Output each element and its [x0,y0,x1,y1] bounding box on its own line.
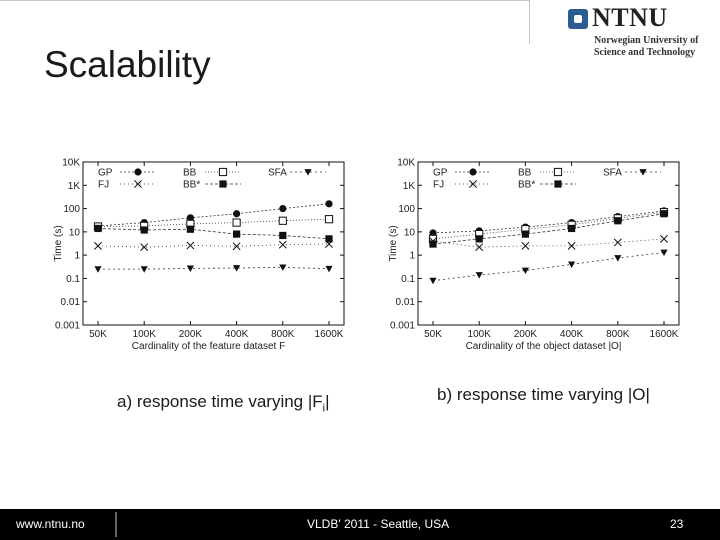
series-line [433,214,664,244]
series-sfa [94,264,332,272]
plot-frame [418,162,679,325]
legend-label: GP [98,167,113,179]
legend-label: GP [433,167,448,179]
point-square-open [554,168,561,175]
point-triangle [325,266,332,272]
point-triangle [476,272,483,278]
x-tick-label: 800K [606,329,630,340]
series-bb [94,216,332,231]
legend-label: FJ [433,179,445,191]
series-gp [429,207,667,236]
logo-line-2: Science and Technology [594,47,696,58]
slide-title: Scalability [44,44,211,85]
series-bb [429,209,667,243]
x-tick-label: 50K [89,329,107,340]
series-sfa [429,250,667,285]
point-square [325,235,332,242]
legend-label: SFA [268,167,287,179]
series-line [98,204,329,226]
chart-svg [50,150,355,365]
point-square [94,225,101,232]
series-gp [94,200,332,229]
point-cross [94,242,101,249]
point-cross [187,242,194,249]
series-bb-star [94,225,332,243]
point-square [429,240,436,247]
y-tick-label: 1 [409,250,415,262]
legend-label: BB* [518,179,536,191]
y-tick-label: 0.1 [401,273,415,285]
footer-bar [0,509,720,540]
legend-label: BB [183,167,197,179]
series-line [433,212,664,239]
ntnu-mark-icon [568,9,588,29]
point-triangle [614,255,621,261]
point-square [614,217,621,224]
chart-svg [385,150,690,365]
y-tick-label: 1K [67,180,80,192]
point-circle [279,205,286,212]
x-axis-label: Cardinality of the object dataset |O| [465,341,622,352]
caption-b: b) response time varying |O| [437,385,650,404]
point-triangle [279,264,286,270]
y-tick-label: 10K [397,157,415,169]
x-tick-label: 1600K [649,329,679,340]
point-square [568,225,575,232]
x-tick-label: 100K [132,329,156,340]
legend-label: BB [518,167,532,179]
ntnu-logo [568,5,713,60]
series-line [433,252,664,280]
y-axis-label: Time (s) [388,225,399,262]
y-tick-label: 0.1 [66,273,80,285]
point-circle [469,168,476,175]
x-tick-label: 400K [559,329,584,340]
y-tick-label: 0.01 [395,297,415,309]
chart-object-dataset [385,150,690,365]
point-square-open [325,216,332,223]
header-rule [0,0,530,1]
y-tick-label: 100 [63,204,80,216]
chart-feature-dataset [50,150,355,365]
point-cross [522,242,529,249]
series-fj [429,235,667,251]
point-square [522,231,529,238]
point-triangle [187,266,194,272]
y-tick-label: 1 [74,250,80,262]
series-fj [94,240,332,250]
x-tick-label: 800K [271,329,295,340]
plot-frame [83,162,344,325]
point-square [219,180,226,187]
y-tick-label: 0.001 [54,320,80,332]
y-axis-label: Time (s) [53,225,64,262]
x-tick-label: 200K [513,329,538,340]
series-line [433,239,664,247]
series-bb-star [429,210,667,247]
y-tick-label: 100 [398,204,415,216]
y-tick-label: 10 [68,227,80,239]
footer-conference: VLDB' 2011 - Seattle, USA [307,517,450,531]
y-tick-label: 0.001 [389,320,415,332]
point-square-open [233,219,240,226]
x-axis-label: Cardinality of the feature dataset F [131,341,286,352]
series-line [98,228,329,238]
x-tick-label: 400K [224,329,249,340]
point-square [141,226,148,233]
footer-site: www.ntnu.no [16,517,85,531]
point-cross [614,239,621,246]
series-line [98,219,329,226]
legend-label: BB* [183,179,201,191]
point-square [233,231,240,238]
point-circle [134,168,141,175]
point-cross [660,235,667,242]
point-square [279,232,286,239]
point-square [476,235,483,242]
logo-line-1: Norwegian University of [594,35,699,46]
header-divider [529,0,530,44]
point-cross [279,241,286,248]
series-line [98,244,329,247]
legend-label: FJ [98,179,110,191]
point-triangle [94,266,101,272]
y-tick-label: 1K [402,180,415,192]
point-triangle [568,262,575,268]
x-tick-label: 50K [424,329,442,340]
point-square-open [279,217,286,224]
x-tick-label: 1600K [314,329,344,340]
footer-separator [115,512,117,537]
series-line [98,267,329,269]
footer-page-number: 23 [670,517,684,531]
point-square [660,210,667,217]
point-square [187,226,194,233]
point-circle [325,200,332,207]
legend-label: SFA [603,167,622,179]
y-tick-label: 0.01 [60,297,80,309]
point-square-open [219,168,226,175]
logo-brand: NTNU [592,3,668,32]
caption-a: a) response time varying $|F_i|$ [117,392,330,415]
y-tick-label: 10K [62,157,80,169]
point-circle [233,210,240,217]
point-square [554,180,561,187]
series-line [433,211,664,233]
x-tick-label: 200K [178,329,203,340]
y-tick-label: 10 [403,227,415,239]
point-triangle [141,266,148,272]
point-triangle [429,278,436,284]
x-tick-label: 100K [467,329,491,340]
